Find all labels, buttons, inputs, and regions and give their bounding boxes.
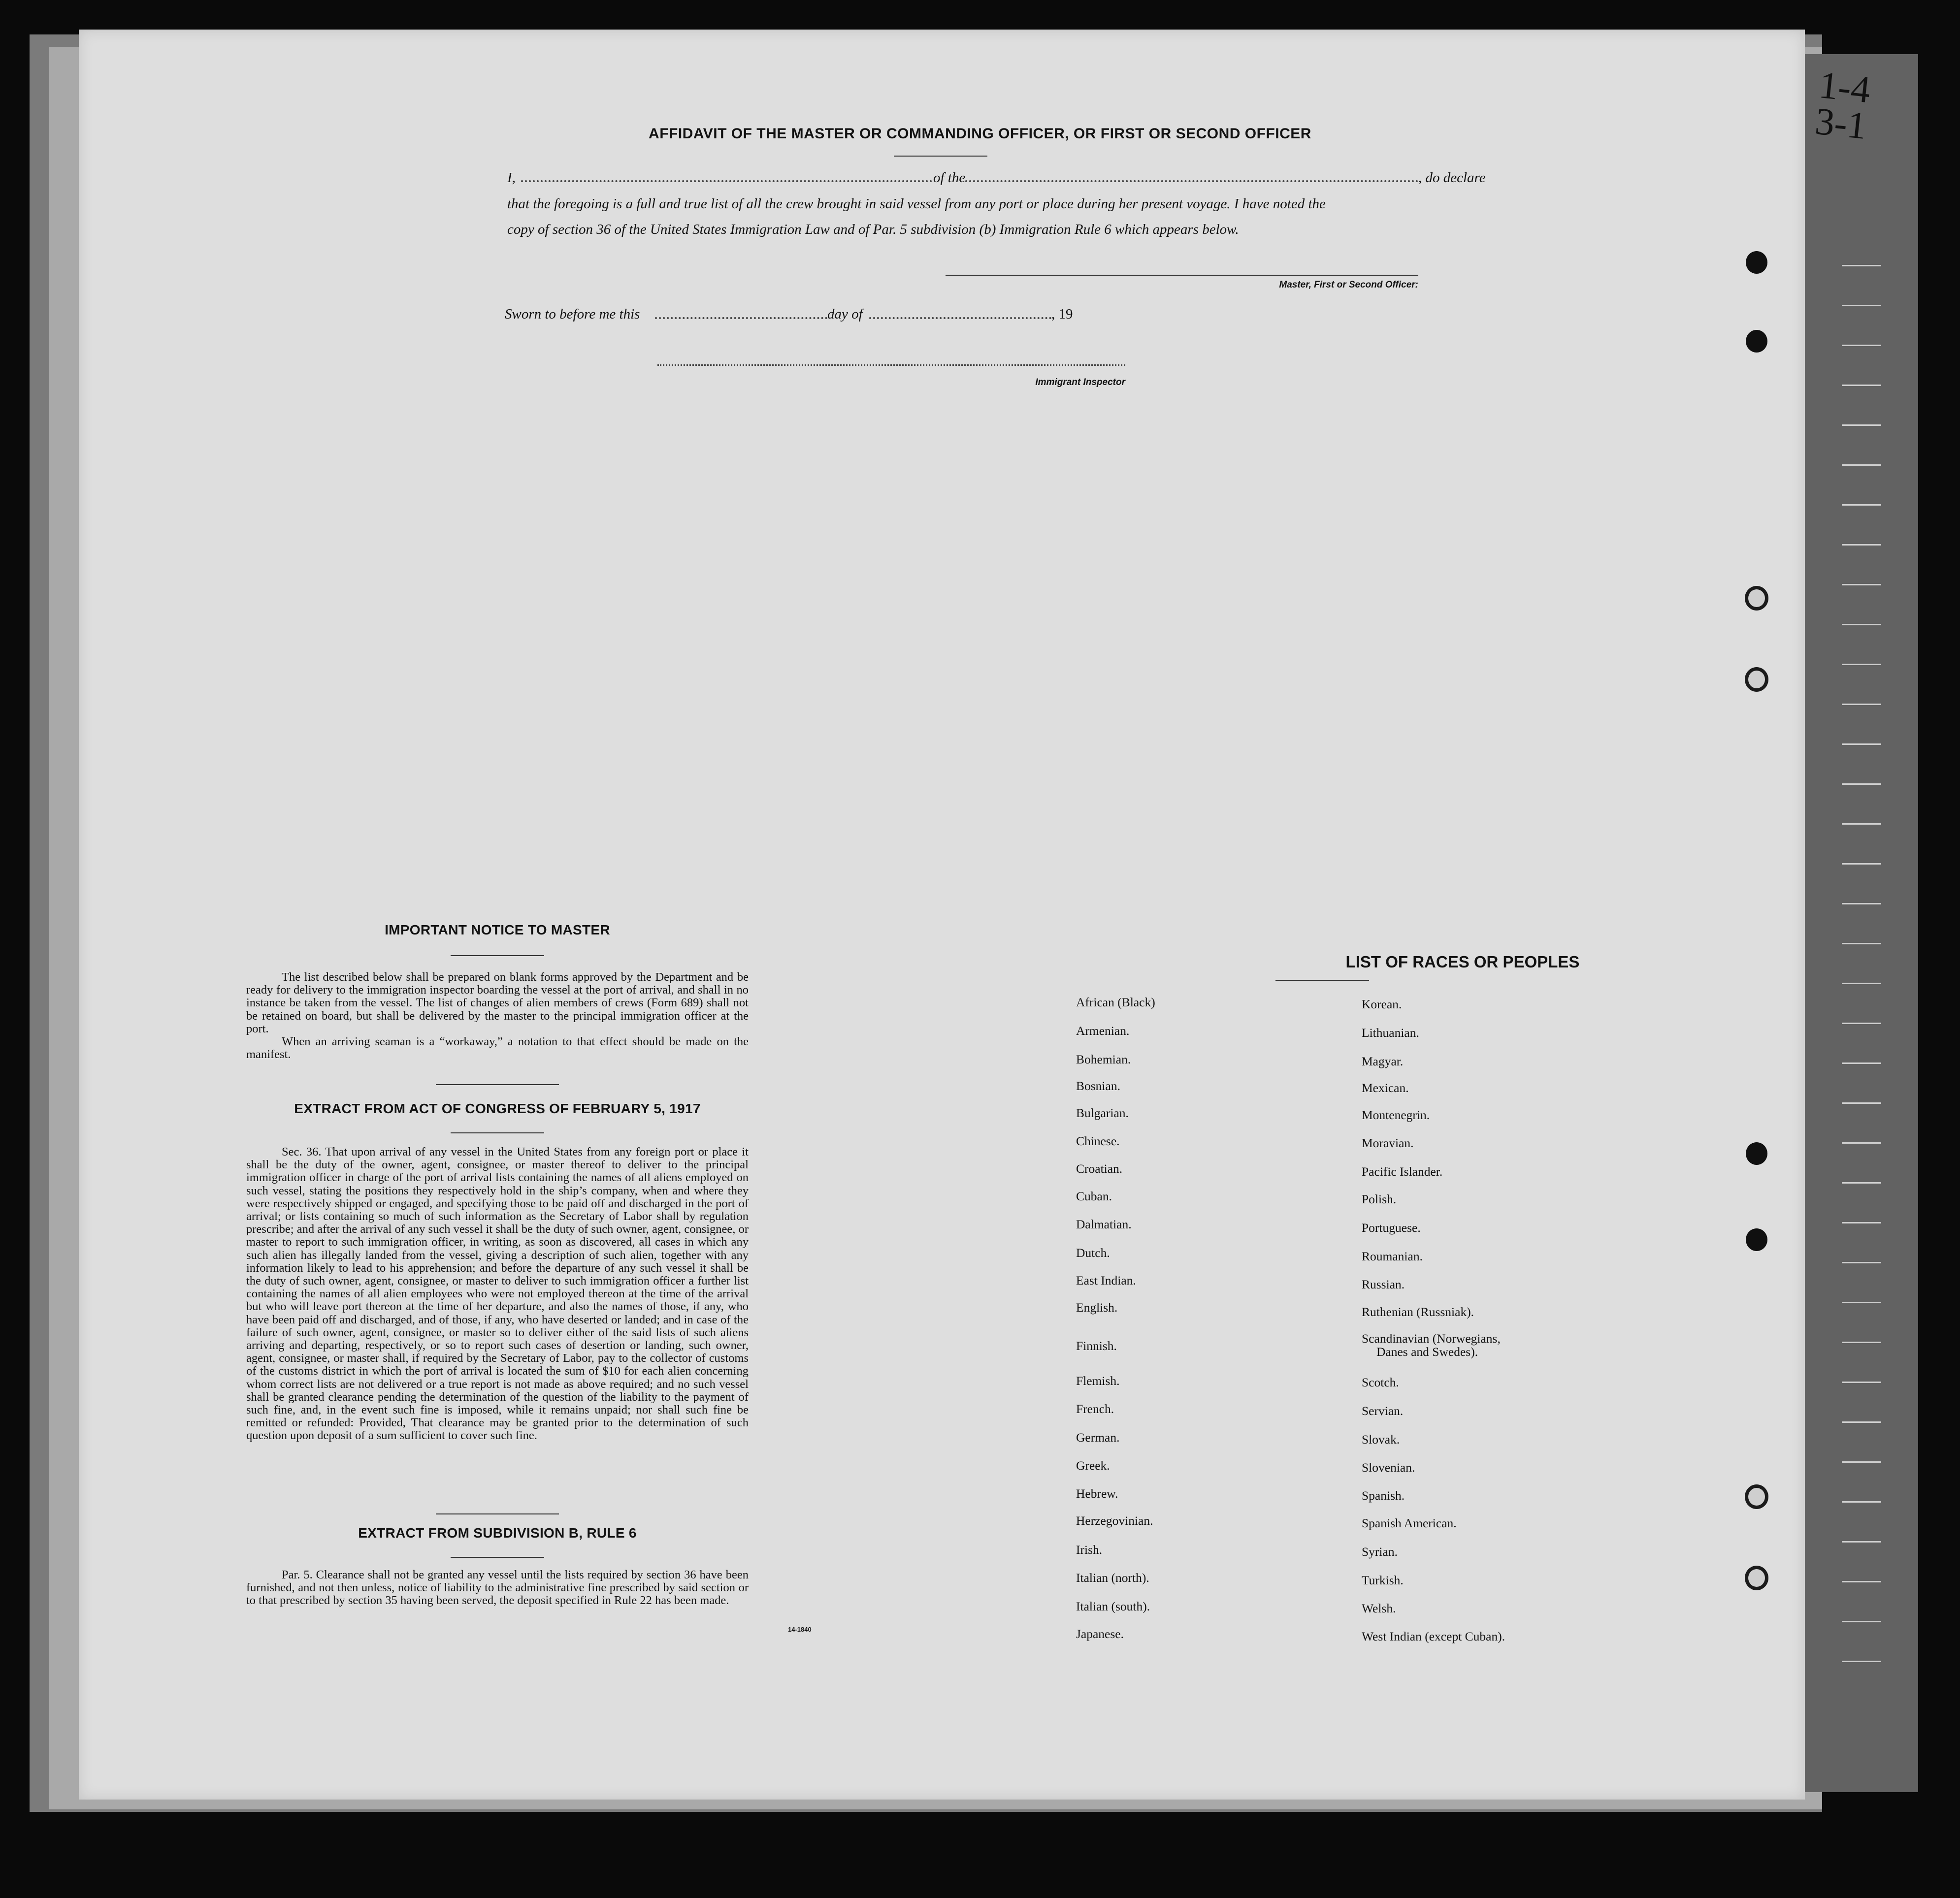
- race-right-item: Polish.: [1362, 1192, 1397, 1206]
- race-right-item: Turkish.: [1362, 1573, 1404, 1587]
- sworn-year: , 19: [1051, 306, 1073, 322]
- binder-hole: [1746, 251, 1767, 274]
- declaration-of-the: of the: [933, 170, 966, 186]
- section-divider: [436, 1513, 559, 1514]
- declaration-line-1: I,: [507, 170, 516, 186]
- race-right-item: Syrian.: [1362, 1544, 1398, 1559]
- race-left-item: Dalmatian.: [1076, 1217, 1132, 1231]
- race-left-item: Herzegovinian.: [1076, 1513, 1153, 1528]
- race-left-item: Armenian.: [1076, 1024, 1130, 1038]
- race-right-item: Korean.: [1362, 997, 1402, 1011]
- notice-paragraph: When an arriving seaman is a “workaway,” a notation to that effect should be made on the manifest.: [246, 1035, 749, 1062]
- master-signature-label: Master, First or Second Officer:: [1279, 280, 1418, 290]
- notice-paragraph: The list described below shall be prepared on blank forms approved by the Department and be ready for delivery to the immigration inspector boarding the vessel at the port of arrival, and shall in no instance be taken from the vessel. The list of changes of alien members of crews (Form 689) shall not be retained on board, but shall be delivered by the master to the principal immigration officer at the port.: [246, 970, 749, 1035]
- race-left-item: Italian (south).: [1076, 1599, 1150, 1613]
- race-right-item: Pacific Islander.: [1362, 1164, 1443, 1179]
- races-title: LIST OF RACES OR PEOPLES: [1345, 953, 1580, 971]
- race-left-item: Chinese.: [1076, 1134, 1120, 1148]
- race-right-item: Roumanian.: [1362, 1249, 1423, 1263]
- par-5-text: Par. 5. Clearance shall not be granted any vessel until the lists required by section 36 have been furnished, and not then unless, notice of liability to the administrative fine prescribed by said section or to that prescribed by section 35 having been served, the deposit specified in Rule 22 has been made.: [246, 1568, 749, 1608]
- race-right-item: Magyar.: [1362, 1054, 1404, 1068]
- section-divider: [436, 1084, 559, 1085]
- race-left-item: Bohemian.: [1076, 1052, 1131, 1066]
- binder-hole: [1745, 667, 1768, 692]
- race-right-item: Moravian.: [1362, 1136, 1414, 1150]
- race-right-item: Welsh.: [1362, 1601, 1396, 1615]
- ledger-rules: [1842, 226, 1881, 1679]
- sworn-date-blank[interactable]: [655, 317, 827, 319]
- race-left-item: Irish.: [1076, 1543, 1103, 1557]
- rule-extract-divider: [451, 1557, 544, 1558]
- race-left-item: Flemish.: [1076, 1374, 1120, 1388]
- race-right-item: Lithuanian.: [1362, 1026, 1419, 1040]
- binder-hole: [1746, 330, 1767, 353]
- race-right-item: Russian.: [1362, 1277, 1405, 1291]
- race-left-item: Greek.: [1076, 1458, 1110, 1473]
- section-36-text: Sec. 36. That upon arrival of any vessel in the United States from any foreign port or place it shall be the duty of the owner, agent, consignee, or master thereof to deliver to the principal immigration officer in charge of the port of arrival lists containing the names of all aliens employed on such vessel, stating the positions they respectively hold in the ship’s company, when and where they were respectively shipped or engaged, and specifying those to be paid off and discharged in the port of arrival; or lists containing so much of such information as the Secretary of Labor shall by regulation prescribe; and after the arrival of any such vessel it shall be the duty of such owner, agent, consignee, or master to report to such immigration officer, in writing, as soon as discovered, all cases in which any such alien has illegally landed from the vessel, giving a description of such alien, together with any information likely to lead to his apprehension; and before the departure of any such vessel it shall be the duty of such owner, agent, consignee, or master to deliver to such immigration officer a further list containing the names of all alien employees who were not employed thereon at the time of the arrival but who will leave port thereon at the time of her departure, and also the names of those, if any, who have been paid off and discharged, and of those, if any, who have deserted or landed; and in case of the failure of such owner, agent, consignee, or master so to deliver either of the said lists of such aliens arriving and departing, respectively, or so to report such cases of desertion or landing, such owner, agent, consignee, or master shall, if required by the Secretary of Labor, pay to the collector of customs of the customs district in which the port of arrival is located the sum of $10 for each alien concerning whom correct lists are not delivered or a true report is not made as above required; and no such vessel shall be granted clearance pending the determination of the question of the liability to the payment of such fine, and, in the event such fine is imposed, while it remains unpaid; nor shall such fine be remitted or refunded: Provided, That clearance may be granted prior to the determination of such question upon deposit of a sum sufficient to cover such fine.: [246, 1145, 749, 1443]
- sworn-month-blank[interactable]: [869, 317, 1051, 319]
- act-extract-body: [246, 1146, 749, 1443]
- binder-hole: [1746, 1228, 1767, 1251]
- race-left-item: African (Black): [1076, 995, 1155, 1009]
- race-left-item: Bosnian.: [1076, 1079, 1120, 1093]
- inspector-signature-line[interactable]: [657, 364, 1125, 366]
- binder-hole: [1745, 586, 1768, 611]
- race-left-item: Croatian.: [1076, 1161, 1123, 1176]
- officer-name-blank[interactable]: [521, 180, 932, 182]
- race-left-item: Dutch.: [1076, 1246, 1110, 1260]
- sworn-day-of: day of: [827, 306, 863, 322]
- sworn-text: Sworn to before me this: [505, 306, 640, 322]
- race-right-item: Servian.: [1362, 1404, 1404, 1418]
- notice-body: [246, 971, 749, 1061]
- notice-title: IMPORTANT NOTICE TO MASTER: [385, 922, 610, 937]
- race-left-item: German.: [1076, 1430, 1120, 1445]
- inspector-label: Immigrant Inspector: [1035, 377, 1125, 387]
- adjacent-ledger-page: [1793, 54, 1918, 1792]
- declaration-line-3: copy of section 36 of the United States Immigration Law and of Par. 5 subdivision (b) Immigration Rule 6 which appears below.: [507, 222, 1239, 237]
- race-left-item: Japanese.: [1076, 1627, 1124, 1641]
- notice-divider: [451, 955, 544, 956]
- race-left-item: Finnish.: [1076, 1339, 1117, 1353]
- master-signature-line[interactable]: [946, 275, 1418, 276]
- race-right-item: Mexican.: [1362, 1081, 1409, 1095]
- race-left-item: Hebrew.: [1076, 1486, 1118, 1501]
- races-divider: [1275, 980, 1369, 981]
- race-right-item: Scotch.: [1362, 1375, 1399, 1389]
- race-right-item: Slovak.: [1362, 1432, 1400, 1447]
- form-page: [79, 30, 1805, 1800]
- declaration-line-2: that the foregoing is a full and true list of all the crew brought in said vessel from any port or place during her present voyage. I have noted the: [507, 196, 1326, 212]
- race-right-item: Slovenian.: [1362, 1460, 1415, 1475]
- form-number: 14-1840: [788, 1626, 812, 1633]
- rule-extract-body: [246, 1569, 749, 1608]
- race-left-item: French.: [1076, 1402, 1114, 1416]
- race-right-item: Spanish American.: [1362, 1516, 1457, 1530]
- act-extract-divider: [451, 1132, 544, 1133]
- race-left-item: Cuban.: [1076, 1189, 1112, 1203]
- race-right-item: Portuguese.: [1362, 1221, 1421, 1235]
- binder-hole: [1746, 1142, 1767, 1165]
- race-right-item: Danes and Swedes).: [1376, 1345, 1478, 1359]
- race-left-item: Bulgarian.: [1076, 1106, 1129, 1120]
- race-left-item: English.: [1076, 1300, 1118, 1315]
- rule-extract-title: EXTRACT FROM SUBDIVISION B, RULE 6: [358, 1525, 637, 1541]
- affidavit-title: AFFIDAVIT OF THE MASTER OR COMMANDING OFFICER, OR FIRST OR SECOND OFFICER: [649, 126, 1311, 142]
- race-right-item: Spanish.: [1362, 1488, 1405, 1503]
- handwritten-margin-note: 1-4 3-1: [1813, 63, 1873, 148]
- declaration-do-declare: , do declare: [1418, 170, 1486, 186]
- binder-hole: [1745, 1484, 1768, 1509]
- title-divider: [894, 156, 987, 157]
- race-right-item: Montenegrin.: [1362, 1108, 1430, 1122]
- race-right-item: Scandinavian (Norwegians,: [1362, 1331, 1501, 1346]
- race-left-item: East Indian.: [1076, 1273, 1136, 1287]
- race-right-item: West Indian (except Cuban).: [1362, 1629, 1505, 1643]
- binder-hole: [1745, 1566, 1768, 1590]
- race-right-item: Ruthenian (Russniak).: [1362, 1305, 1474, 1319]
- act-extract-title: EXTRACT FROM ACT OF CONGRESS OF FEBRUARY 5, 1917: [294, 1101, 701, 1116]
- race-left-item: Italian (north).: [1076, 1571, 1149, 1585]
- vessel-name-blank[interactable]: [965, 180, 1418, 182]
